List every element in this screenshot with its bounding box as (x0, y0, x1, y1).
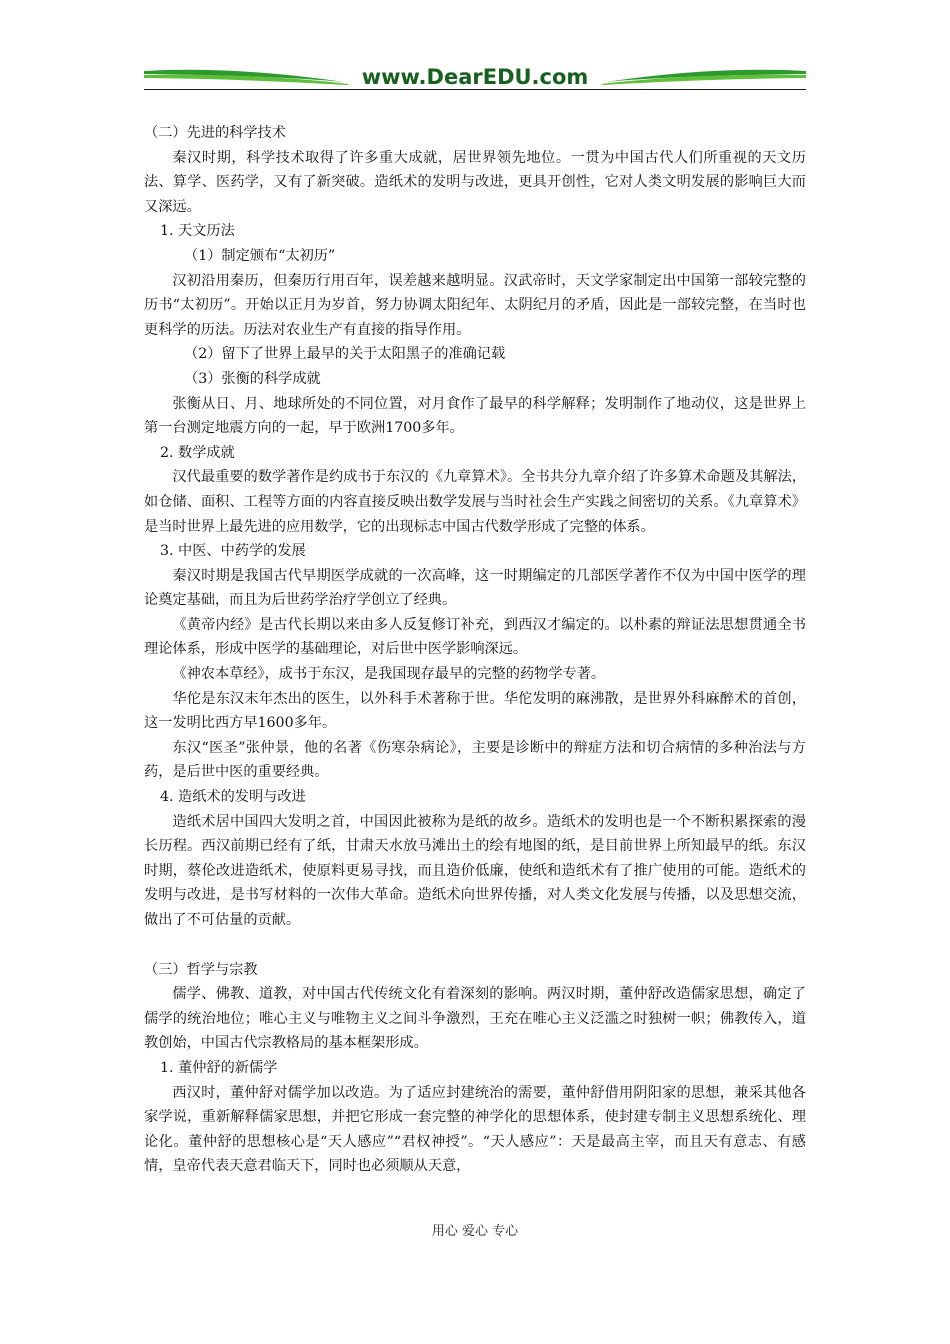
paragraph: 西汉时，董仲舒对儒学加以改造。为了适应封建统治的需要，董仲舒借用阴阳家的思想，兼采其他各家学说，重新解释儒家思想，并把它形成一套完整的神学化的思想体系，使封建专制主义思想系统化、理论化。董仲舒的思想核心是“天人感应”“君权神授”。“天人感应”：天是最高主宰，而且天有意志、有感情，皇帝代表天意君临天下，同时也必须顺从天意， (144, 1084, 806, 1175)
subsubheading: （3）张衡的科学成就 (184, 370, 321, 387)
subheading: 1. 董仲舒的新儒学 (160, 1059, 278, 1076)
paragraph: 华佗是东汉末年杰出的医生，以外科手术著称于世。华佗发明的麻沸散，是世界外科麻醉术的首创，这一发明比西方早1600多年。 (144, 690, 806, 732)
site-logo-text[interactable]: www.DearEDU.com (361, 65, 589, 89)
section-title: （三）哲学与宗教 (144, 961, 258, 978)
document-body (144, 121, 806, 1179)
subheading: 4. 造纸术的发明与改进 (160, 789, 306, 806)
section-title: （二）先进的科学技术 (144, 125, 286, 141)
paragraph: 儒学、佛教、道教，对中国古代传统文化有着深刻的影响。两汉时期，董仲舒改造儒家思想，确定了儒学的统治地位；唯心主义与唯物主义之间斗争激烈，王充在唯心主义泛滥之时独树一帜；佛教传入，道教创始，中国古代宗教格局的基本框架形成。 (144, 986, 806, 1052)
paragraph: 东汉“医圣”张仲景，他的名著《伤寒杂病论》，主要是诊断中的辩症方法和切合病情的多种治法与方药，是后世中医的重要经典。 (144, 739, 806, 781)
subheading: 3. 中医、中药学的发展 (160, 543, 306, 560)
paragraph: 《神农本草经》，成书于东汉，是我国现存最早的完整的药物学专著。 (172, 666, 606, 683)
paragraph: 张衡从日、月、地球所处的不同位置，对月食作了最早的科学解释；发明制作了地动仪，这是世界上第一台测定地震方向的一起，早于欧洲1700多年。 (144, 395, 806, 437)
page-header (144, 62, 806, 92)
section-gap (144, 933, 806, 958)
page-footer: 用心 爱心 专心 (431, 1224, 519, 1239)
paragraph: 秦汉时期，科学技术取得了许多重大成就，居世界领先地位。一贯为中国古代人们所重视的天文历法、算学、医药学，又有了新突破。造纸术的发明与改进，更具开创性，它对人类文明发展的影响巨大而又深远。 (144, 149, 806, 215)
paragraph: 《黄帝内经》是古代长期以来由多人反复修订补充，到西汉才编定的。以朴素的辩证法思想贯通全书理论体系，形成中医学的基础理论，对后世中医学影响深远。 (144, 616, 806, 658)
paragraph: 汉代最重要的数学著作是约成书于东汉的《九章算术》。全书共分九章介绍了许多算术命题及其解法，如仓储、面积、工程等方面的内容直接反映出数学发展与当时社会生产实践之间密切的关系。《九章算术》是当时世界上最先进的应用数学，它的出现标志中国古代数学形成了完整的体系。 (144, 469, 806, 535)
header-rule (144, 89, 806, 90)
paragraph: 汉初沿用秦历，但秦历行用百年，误差越来越明显。汉武帝时，天文学家制定出中国第一部较完整的历书“太初历”。开始以正月为岁首，努力协调太阳纪年、太阴纪月的矛盾，因此是一部较完整，在当时也更科学的历法。历法对农业生产有直接的指导作用。 (144, 272, 806, 338)
paragraph: 造纸术居中国四大发明之首，中国因此被称为是纸的故乡。造纸术的发明也是一个不断积累探索的漫长历程。西汉前期已经有了纸，甘肃天水放马滩出土的绘有地图的纸，是目前世界上所知最早的纸。东汉时期，蔡伦改进造纸术，使原料更易寻找，而且造价低廉，使纸和造纸术有了推广使用的可能。造纸术的发明与改进，是书写材料的一次伟大革命。造纸术向世界传播，对人类文化发展与传播，以及思想交流，做出了不可估量的贡献。 (144, 813, 806, 928)
paragraph: 秦汉时期是我国古代早期医学成就的一次高峰，这一时期编定的几部医学著作不仅为中国中医学的理论奠定基础，而且为后世药学治疗学创立了经典。 (144, 567, 806, 609)
subsubheading: （1）制定颁布“太初历” (184, 247, 336, 264)
subheading: 1. 天文历法 (160, 223, 235, 240)
subsubheading: （2）留下了世界上最早的关于太阳黑子的准确记载 (184, 346, 506, 363)
subheading: 2. 数学成就 (160, 444, 235, 461)
